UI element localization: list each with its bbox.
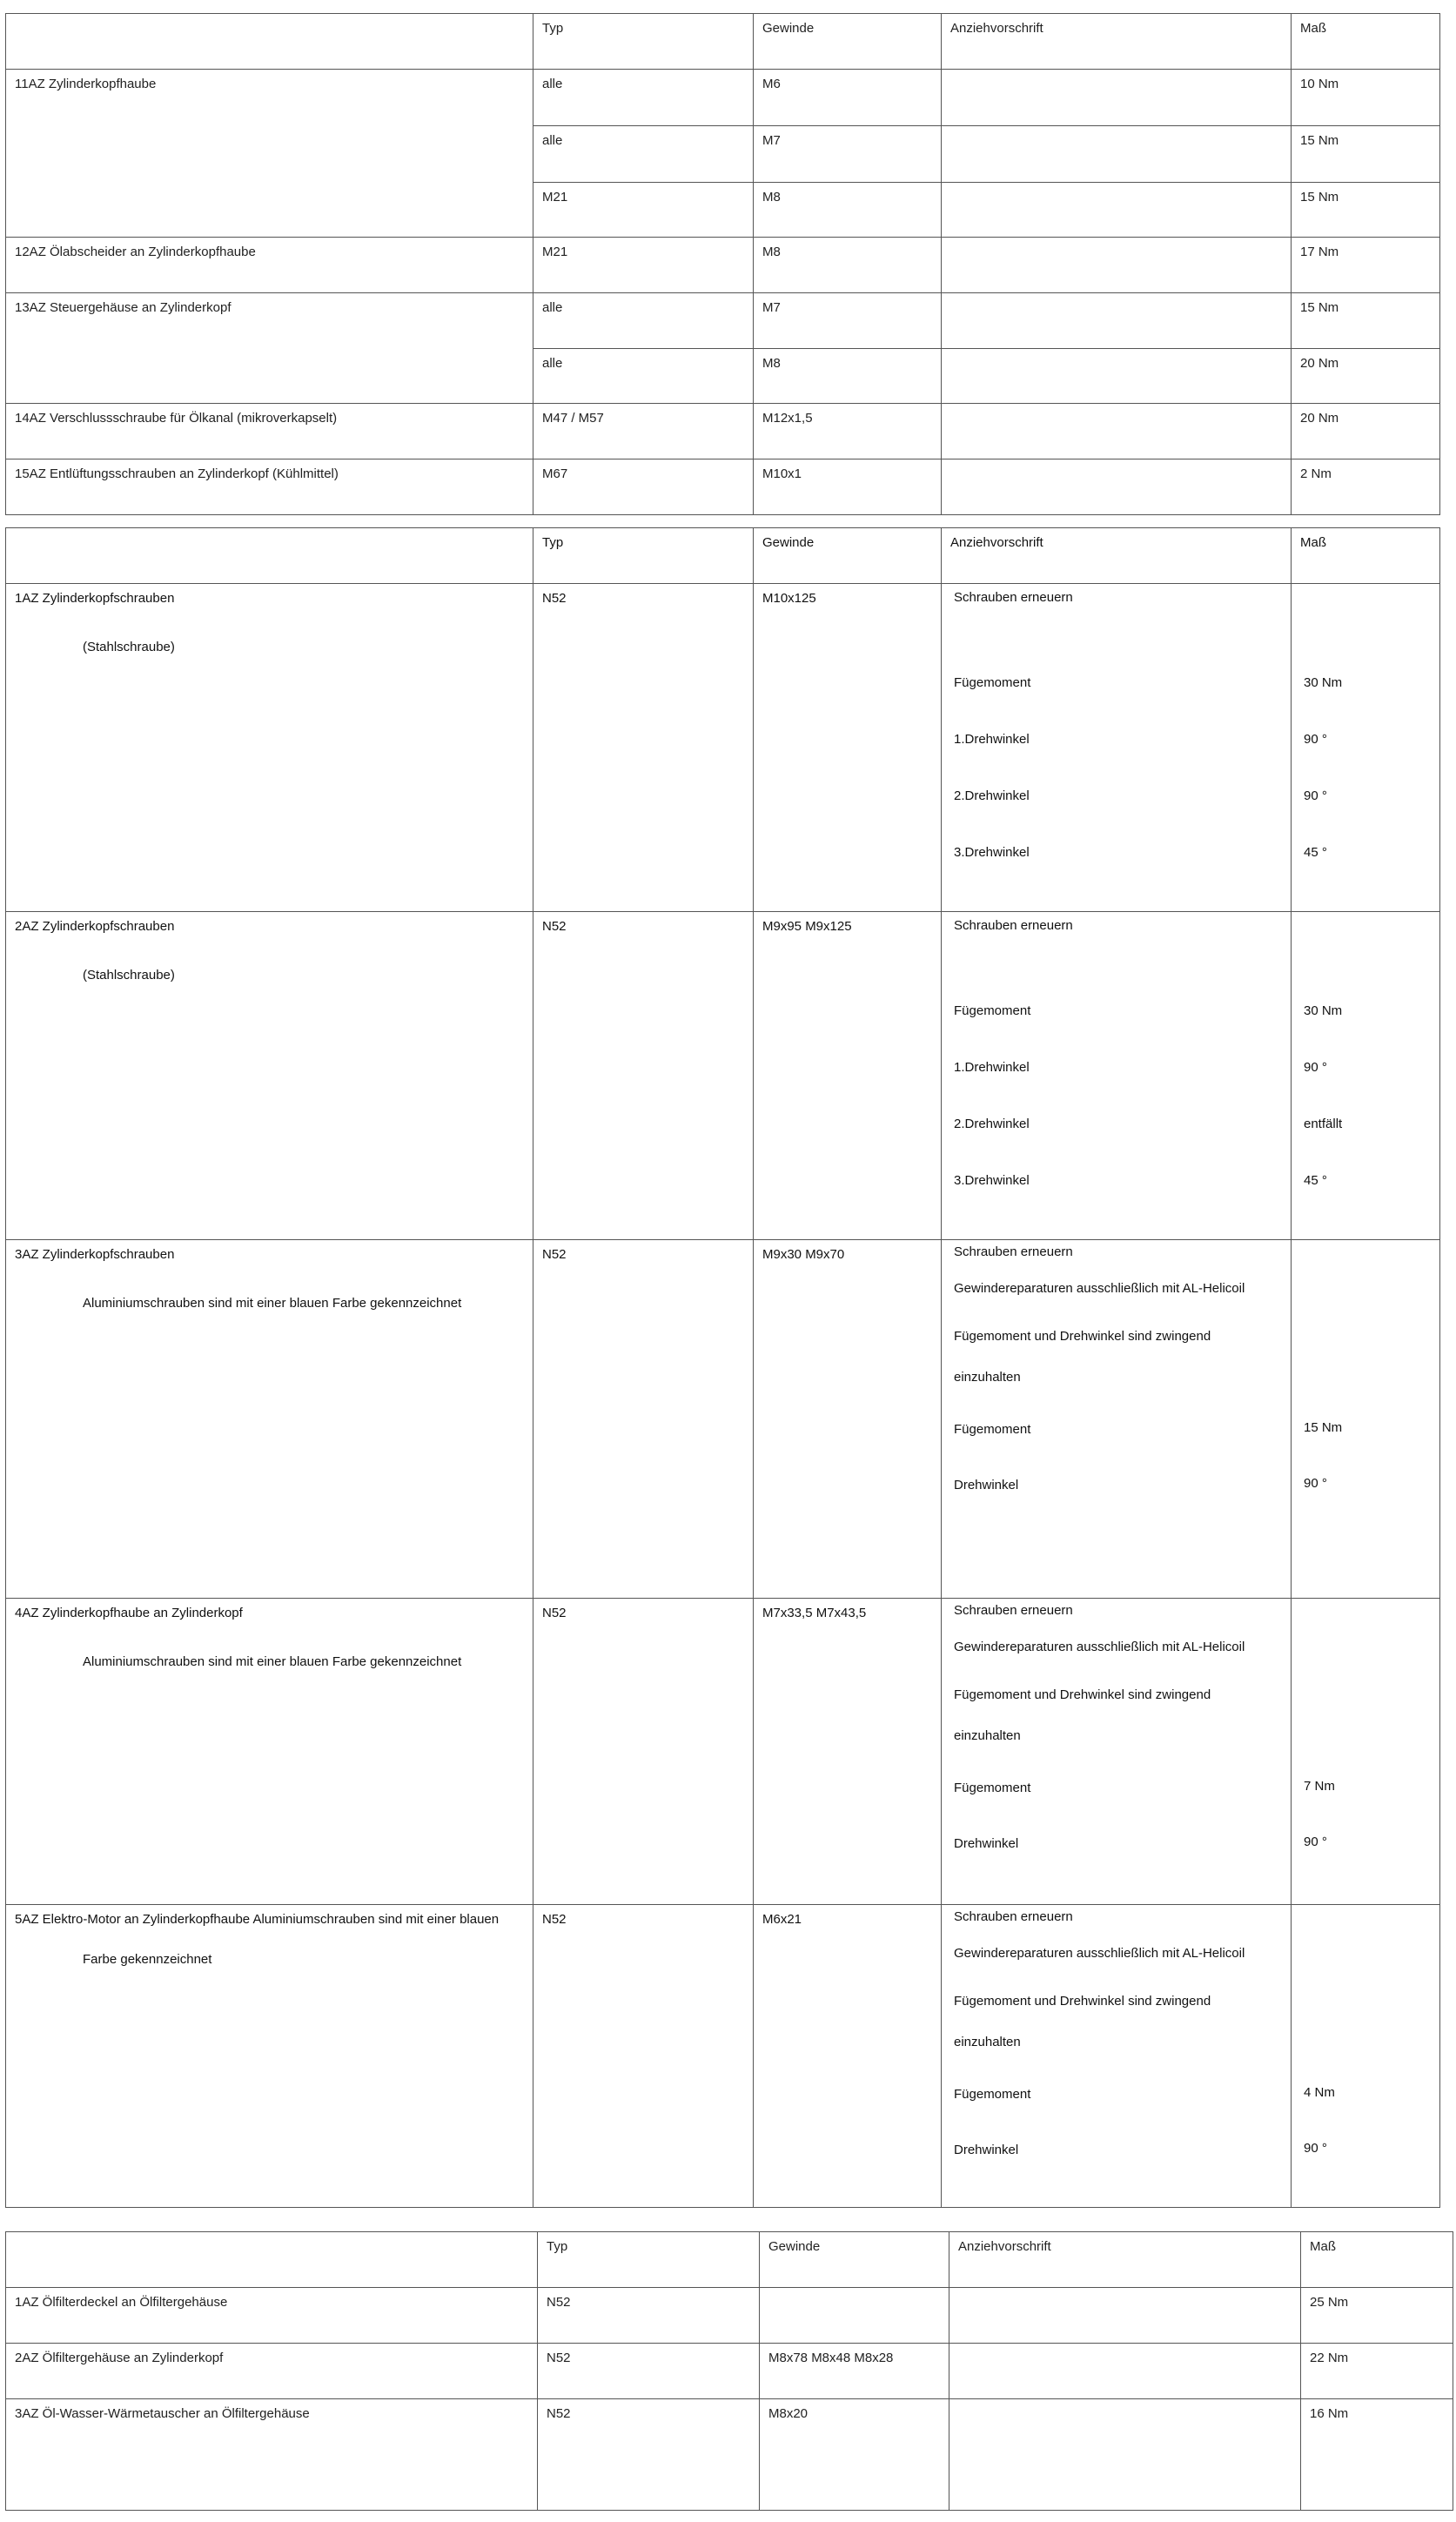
vorschrift-line: Drehwinkel (954, 1478, 1019, 1492)
header-cell: Gewinde (754, 528, 942, 584)
mass-cell: 22 Nm (1301, 2344, 1453, 2399)
row-note: Farbe gekennzeichnet (83, 1952, 212, 1967)
gewinde-cell: M9x30 M9x70 (754, 1240, 942, 1599)
typ-cell: N52 (533, 1240, 754, 1599)
header-cell: Maß (1292, 14, 1440, 70)
mass-line: 15 Nm (1304, 1420, 1343, 1435)
vorschrift-cell (942, 293, 1292, 349)
mass-cell (1292, 912, 1440, 1240)
vorschrift-line (954, 613, 1291, 641)
vorschrift-line: einzuhalten (954, 1370, 1021, 1385)
vorschrift-cell (949, 2344, 1301, 2399)
mass-line (1304, 1599, 1439, 1623)
row-label: 13AZ Steuergehäuse an Zylinderkopf (6, 293, 533, 404)
vorschrift-line (954, 811, 1291, 840)
mass-cell (1292, 1240, 1440, 1599)
vorschrift-line: Schrauben erneuern (954, 590, 1073, 605)
header-cell (6, 528, 533, 584)
vorschrift-line: Drehwinkel (954, 2143, 1019, 2157)
table-header-row (6, 528, 1440, 584)
torque-table-2 (5, 527, 1440, 2208)
mass-cell: 15 Nm (1292, 126, 1440, 183)
gewinde-cell: M10x125 (754, 584, 942, 912)
gewinde-cell: M8 (754, 238, 942, 293)
typ-cell: alle (533, 70, 754, 126)
vorschrift-cell (949, 2288, 1301, 2344)
row-title: 1AZ Zylinderkopfschrauben (15, 591, 175, 606)
table-row (6, 584, 1440, 912)
typ-cell: N52 (533, 584, 754, 912)
vorschrift-cell (942, 349, 1292, 404)
vorschrift-line: Fügemoment (954, 1003, 1031, 1018)
mass-cell: 16 Nm (1301, 2399, 1453, 2511)
vorschrift-line: Fügemoment und Drehwinkel sind zwingend (954, 1687, 1211, 1702)
vorschrift-cell (942, 584, 1292, 912)
typ-cell: alle (533, 293, 754, 349)
mass-cell: 2 Nm (1292, 459, 1440, 515)
mass-line (1304, 941, 1439, 969)
mass-cell (1292, 1599, 1440, 1905)
vorschrift-cell (942, 459, 1292, 515)
mass-line (1304, 1977, 1439, 2025)
header-cell: Typ (538, 2232, 760, 2288)
typ-cell: alle (533, 349, 754, 404)
gewinde-cell: M8x20 (760, 2399, 949, 2511)
header-cell: Anziehvorschrift (949, 2232, 1301, 2288)
vorschrift-line (954, 697, 1291, 726)
vorschrift-line: Schrauben erneuern (954, 1909, 1073, 1924)
gewinde-cell: M12x1,5 (754, 404, 942, 459)
row-label: 12AZ Ölabscheider an Zylinderkopfhaube (6, 238, 533, 293)
row-label: 2AZ Ölfiltergehäuse an Zylinderkopf (6, 2344, 538, 2399)
table-row (6, 1905, 1440, 2208)
vorschrift-cell (942, 404, 1292, 459)
mass-cell: 25 Nm (1301, 2288, 1453, 2344)
vorschrift-cell (942, 70, 1292, 126)
row-label: 1AZ Ölfilterdeckel an Ölfiltergehäuse (6, 2288, 538, 2344)
typ-cell: M47 / M57 (533, 404, 754, 459)
vorschrift-line: Fügemoment (954, 2087, 1031, 2102)
mass-line (1304, 811, 1439, 840)
row-label (6, 584, 533, 912)
vorschrift-cell (942, 183, 1292, 238)
mass-line (1304, 1905, 1439, 1929)
table-row (6, 459, 1440, 515)
row-label (6, 1905, 533, 2208)
row-label (6, 1599, 533, 1905)
gewinde-cell: M7 (754, 293, 942, 349)
vorschrift-line: 3.Drehwinkel (954, 845, 1030, 861)
table-row (6, 2399, 1453, 2511)
vorschrift-line: 1.Drehwinkel (954, 1059, 1030, 1075)
mass-cell (1292, 1905, 1440, 2208)
mass-line: 90 ° (1304, 788, 1327, 804)
vorschrift-line (954, 641, 1291, 669)
typ-cell: M21 (533, 183, 754, 238)
table-row (6, 1240, 1440, 1599)
vorschrift-line: 2.Drehwinkel (954, 788, 1030, 804)
header-cell: Gewinde (754, 14, 942, 70)
row-title: 2AZ Zylinderkopfschrauben (15, 919, 175, 934)
gewinde-cell: M8 (754, 183, 942, 238)
mass-line: 90 ° (1304, 731, 1327, 747)
table-row (6, 293, 1440, 349)
vorschrift-line: Fügemoment (954, 674, 1031, 690)
vorschrift-line (954, 1025, 1291, 1054)
row-label (6, 912, 533, 1240)
mass-line (1304, 1139, 1439, 1168)
vorschrift-line (954, 941, 1291, 969)
table-row (6, 1599, 1440, 1905)
mass-line (1304, 1623, 1439, 1671)
row-title: 4AZ Zylinderkopfhaube an Zylinderkopf (15, 1606, 243, 1620)
mass-cell: 10 Nm (1292, 70, 1440, 126)
vorschrift-line: 2.Drehwinkel (954, 1117, 1030, 1132)
gewinde-cell: M7x33,5 M7x43,5 (754, 1599, 942, 1905)
vorschrift-cell (949, 2399, 1301, 2511)
mass-line: 90 ° (1304, 1476, 1327, 1491)
mass-line (1304, 584, 1439, 613)
vorschrift-line (954, 755, 1291, 783)
header-cell: Anziehvorschrift (942, 14, 1292, 70)
header-cell: Maß (1292, 528, 1440, 584)
mass-line (1304, 641, 1439, 669)
header-cell: Maß (1301, 2232, 1453, 2288)
table-row (6, 70, 1440, 126)
mass-line: 30 Nm (1304, 1003, 1343, 1018)
vorschrift-line (954, 969, 1291, 997)
typ-cell: alle (533, 126, 754, 183)
vorschrift-line: Schrauben erneuern (954, 918, 1073, 933)
mass-line (1304, 1360, 1439, 1402)
header-cell: Typ (533, 528, 754, 584)
mass-line (1304, 1719, 1439, 1761)
torque-table-3 (5, 2231, 1453, 2511)
mass-line (1304, 1671, 1439, 1719)
mass-line (1304, 1929, 1439, 1977)
table-row (6, 2288, 1453, 2344)
gewinde-cell: M6x21 (754, 1905, 942, 2208)
mass-line (1304, 755, 1439, 783)
table-row (6, 2344, 1453, 2399)
mass-line (1304, 1264, 1439, 1312)
mass-line: 45 ° (1304, 845, 1327, 861)
row-note: (Stahlschraube) (83, 640, 175, 654)
typ-cell: N52 (533, 1599, 754, 1905)
vorschrift-line: Gewindereparaturen ausschließlich mit AL-Helicoil (954, 1946, 1245, 1961)
mass-line (1304, 2025, 1439, 2067)
row-label: 14AZ Verschlussschraube für Ölkanal (mikroverkapselt) (6, 404, 533, 459)
gewinde-cell: M8 (754, 349, 942, 404)
mass-line (1304, 1025, 1439, 1054)
header-cell (6, 2232, 538, 2288)
vorschrift-line: 1.Drehwinkel (954, 731, 1030, 747)
vorschrift-line: Schrauben erneuern (954, 1603, 1073, 1618)
mass-line: 90 ° (1304, 2141, 1327, 2156)
typ-cell: M21 (533, 238, 754, 293)
table-header-row (6, 14, 1440, 70)
mass-line (1304, 613, 1439, 641)
typ-cell: N52 (533, 1905, 754, 2208)
mass-line: entfällt (1304, 1117, 1343, 1132)
table-row (6, 238, 1440, 293)
vorschrift-cell (942, 1240, 1292, 1599)
vorschrift-cell (942, 126, 1292, 183)
mass-cell (1292, 584, 1440, 912)
vorschrift-line: Fügemoment (954, 1781, 1031, 1795)
row-label: 11AZ Zylinderkopfhaube (6, 70, 533, 238)
table-row (6, 912, 1440, 1240)
row-note: (Stahlschraube) (83, 968, 175, 983)
mass-line (1304, 1083, 1439, 1111)
row-label: 15AZ Entlüftungsschrauben an Zylinderkopf (Kühlmittel) (6, 459, 533, 515)
vorschrift-line: einzuhalten (954, 2035, 1021, 2049)
row-title: 5AZ Elektro-Motor an Zylinderkopfhaube Aluminiumschrauben sind mit einer blauen (15, 1912, 500, 1927)
mass-line: 30 Nm (1304, 674, 1343, 690)
torque-table-1 (5, 13, 1440, 515)
row-note: Aluminiumschrauben sind mit einer blauen Farbe gekennzeichnet (83, 1296, 462, 1311)
gewinde-cell: M7 (754, 126, 942, 183)
mass-line: 45 ° (1304, 1173, 1327, 1189)
mass-cell: 15 Nm (1292, 293, 1440, 349)
typ-cell: N52 (538, 2344, 760, 2399)
gewinde-cell: M6 (754, 70, 942, 126)
mass-line (1304, 697, 1439, 726)
mass-line: 4 Nm (1304, 2085, 1335, 2100)
vorschrift-line (954, 1083, 1291, 1111)
row-note: Aluminiumschrauben sind mit einer blauen Farbe gekennzeichnet (83, 1654, 462, 1669)
gewinde-cell (760, 2288, 949, 2344)
vorschrift-cell (942, 238, 1292, 293)
mass-cell: 15 Nm (1292, 183, 1440, 238)
vorschrift-cell (942, 1599, 1292, 1905)
vorschrift-line: Fügemoment (954, 1422, 1031, 1437)
gewinde-cell: M8x78 M8x48 M8x28 (760, 2344, 949, 2399)
header-cell: Anziehvorschrift (942, 528, 1292, 584)
vorschrift-line (954, 1139, 1291, 1168)
header-cell: Typ (533, 14, 754, 70)
table-row (6, 404, 1440, 459)
header-cell (6, 14, 533, 70)
typ-cell: N52 (538, 2399, 760, 2511)
vorschrift-line: einzuhalten (954, 1728, 1021, 1743)
typ-cell: N52 (538, 2288, 760, 2344)
vorschrift-cell (942, 1905, 1292, 2208)
mass-line: 90 ° (1304, 1834, 1327, 1849)
mass-cell: 20 Nm (1292, 349, 1440, 404)
table-header-row (6, 2232, 1453, 2288)
row-label (6, 1240, 533, 1599)
mass-cell: 20 Nm (1292, 404, 1440, 459)
vorschrift-line: Gewindereparaturen ausschließlich mit AL-Helicoil (954, 1281, 1245, 1296)
mass-line (1304, 912, 1439, 941)
row-label: 3AZ Öl-Wasser-Wärmetauscher an Ölfiltergehäuse (6, 2399, 538, 2511)
mass-line (1304, 1312, 1439, 1360)
vorschrift-line: Fügemoment und Drehwinkel sind zwingend (954, 1329, 1211, 1344)
typ-cell: N52 (533, 912, 754, 1240)
mass-line: 90 ° (1304, 1059, 1327, 1075)
row-title: 3AZ Zylinderkopfschrauben (15, 1247, 175, 1262)
mass-cell: 17 Nm (1292, 238, 1440, 293)
vorschrift-line: 3.Drehwinkel (954, 1173, 1030, 1189)
mass-line (1304, 1240, 1439, 1264)
vorschrift-line: Schrauben erneuern (954, 1244, 1073, 1259)
vorschrift-line: Gewindereparaturen ausschließlich mit AL-Helicoil (954, 1640, 1245, 1654)
typ-cell: M67 (533, 459, 754, 515)
mass-line: 7 Nm (1304, 1779, 1335, 1794)
mass-line (1304, 969, 1439, 997)
vorschrift-cell (942, 912, 1292, 1240)
gewinde-cell: M9x95 M9x125 (754, 912, 942, 1240)
vorschrift-line: Fügemoment und Drehwinkel sind zwingend (954, 1994, 1211, 2009)
gewinde-cell: M10x1 (754, 459, 942, 515)
header-cell: Gewinde (760, 2232, 949, 2288)
vorschrift-line: Drehwinkel (954, 1836, 1019, 1851)
